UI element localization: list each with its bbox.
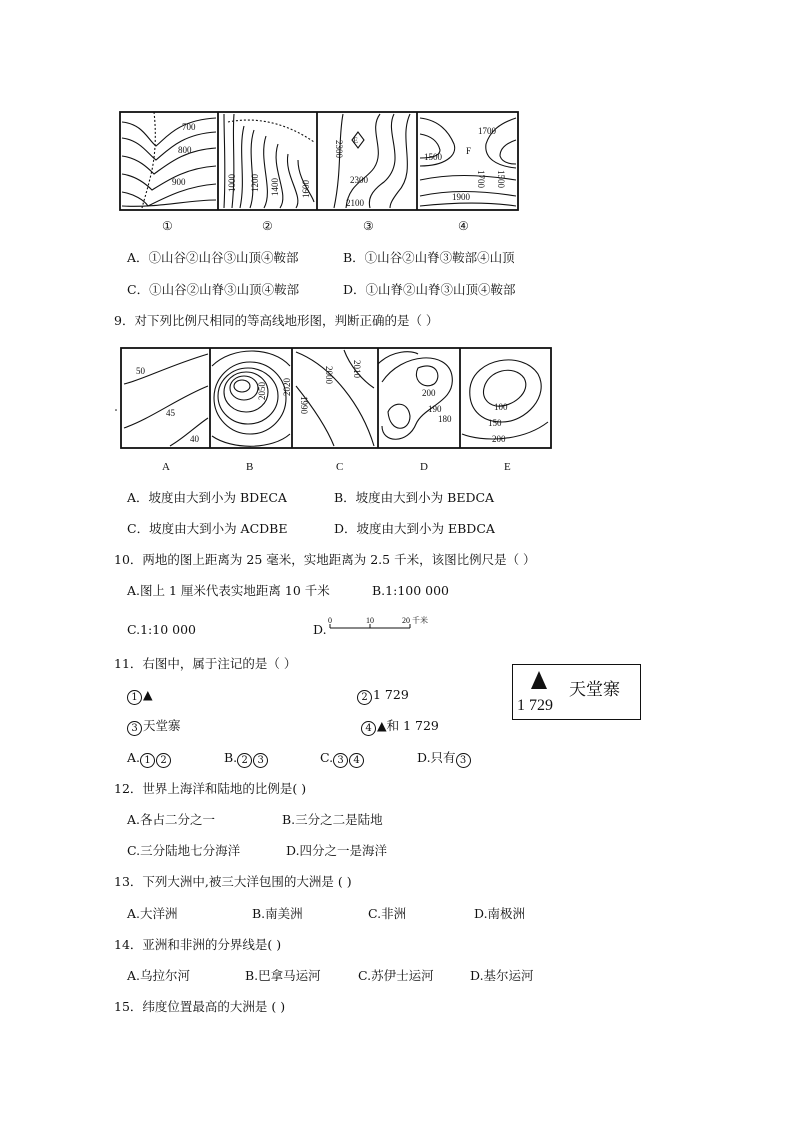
panel-4-label-1700-b: 1700: [476, 170, 486, 188]
panel-caption-4: ④: [458, 219, 469, 233]
legend-elevation: 1 729: [517, 697, 553, 714]
panel-3-label-2100: 2100: [346, 198, 364, 208]
panel-c-label-2010: 2010: [352, 360, 362, 378]
panel-caption-a: A: [162, 461, 170, 473]
panel-e-label-150: 150: [488, 418, 502, 428]
q11-option-b-label: B.: [224, 750, 238, 765]
scale-tick-20: 20: [402, 616, 410, 625]
q11-item-3: [127, 718, 181, 736]
q11-item-1-text: ▲: [143, 687, 153, 702]
q9-option-a[interactable]: A．坡度由大到小为 BDECA: [127, 490, 287, 505]
scale-unit: 千米: [412, 616, 428, 625]
q13-option-d[interactable]: D.南极洲: [474, 906, 526, 921]
panel-caption-3: ③: [363, 219, 374, 233]
q8-option-b[interactable]: B．①山谷②山脊③鞍部④山顶: [343, 250, 515, 265]
q11-option-b[interactable]: [224, 750, 269, 768]
q11-item-4-number: 4: [361, 721, 376, 736]
panel-4-label-1700-a: 1700: [478, 126, 496, 136]
q9-option-d[interactable]: D．坡度由大到小为 EBDCA: [334, 521, 495, 536]
q12-option-d[interactable]: D.四分之一是海洋: [286, 843, 388, 858]
panel-a-label-50: 50: [136, 366, 145, 376]
panel-1-label-900: 900: [172, 177, 186, 187]
q12-stem: 12．世界上海洋和陆地的比例是( ): [114, 781, 307, 796]
q10-stem: 10．两地的图上距离为 25 毫米，实地距离为 2.5 千米，该图比例尺是（ ）: [114, 552, 536, 567]
panel-d-contours: [378, 352, 452, 440]
panel-a-label-45: 45: [166, 408, 175, 418]
q12-option-c[interactable]: C.三分陆地七分海洋: [127, 843, 241, 858]
q11-option-c[interactable]: [320, 750, 365, 768]
contour-figure-2: [112, 346, 554, 474]
contour-figure-1: [118, 110, 520, 234]
q8-option-a[interactable]: A．①山谷②山谷③山顶④鞍部: [127, 250, 299, 265]
panel-1-label-800: 800: [178, 145, 192, 155]
panel-caption-d: D: [420, 461, 428, 473]
q11-item-1-number: 1: [127, 690, 142, 705]
panel-d-label-200: 200: [422, 388, 436, 398]
q8-option-c[interactable]: C．①山谷②山脊③山顶④鞍部: [127, 282, 300, 297]
panel-3-label-e: E: [353, 136, 358, 145]
q9-option-c[interactable]: C．坡度由大到小为 ACDBE: [127, 521, 288, 536]
q11-item-3-number: 3: [127, 721, 142, 736]
q11-item-4: [361, 718, 439, 736]
q10-option-c[interactable]: C.1:10 000: [127, 622, 196, 637]
q14-option-b[interactable]: B.巴拿马运河: [245, 968, 321, 983]
q11-option-d-label: D.只有: [417, 750, 456, 765]
q11-option-d-n1: 3: [456, 753, 471, 768]
panel-4-label-1500-b: 1500: [496, 170, 506, 188]
q11-option-a[interactable]: [127, 750, 172, 768]
panel-2-label-1400: 1400: [270, 178, 280, 196]
scale-tick-0: 0: [328, 616, 332, 625]
q10-option-b[interactable]: B.1:100 000: [372, 583, 450, 598]
q11-option-d[interactable]: [417, 750, 472, 768]
q9-option-b[interactable]: B．坡度由大到小为 BEDCA: [334, 490, 495, 505]
q11-option-c-n2: 4: [349, 753, 364, 768]
panel-e-label-100: 100: [494, 402, 508, 412]
q11-item-4-text: ▲和 1 729: [377, 718, 439, 733]
q11-item-3-text: 天堂寨: [143, 718, 181, 733]
panel-b-label-2050: 2050: [257, 382, 267, 400]
panel-caption-c: C: [336, 461, 344, 473]
panel-4-label-1900: 1900: [452, 192, 470, 202]
panel-caption-b: B: [246, 461, 254, 473]
scale-bar: [326, 614, 446, 636]
q12-option-b[interactable]: B.三分之二是陆地: [282, 812, 383, 827]
panel-d-label-190: 190: [428, 404, 442, 414]
q11-item-2-text: 1 729: [373, 687, 409, 702]
panel-3-contours: [334, 114, 410, 208]
q8-option-d[interactable]: D．①山脊②山脊③山顶④鞍部: [343, 282, 516, 297]
q11-option-b-n1: 2: [237, 753, 252, 768]
panel-3-label-2300-a: 2300: [334, 140, 344, 158]
q11-option-b-n2: 3: [253, 753, 268, 768]
q11-option-a-n1: 1: [140, 753, 155, 768]
q11-option-a-n2: 2: [156, 753, 171, 768]
panel-4-label-f: F: [466, 146, 472, 156]
panel-1-contours: [122, 112, 216, 208]
q11-option-c-n1: 3: [333, 753, 348, 768]
q11-item-1: [127, 687, 153, 705]
panel-b-contours: [212, 351, 290, 446]
q11-stem: 11．右图中，属于注记的是（ ）: [114, 656, 297, 671]
q11-item-2: [357, 687, 409, 705]
q12-option-a[interactable]: A.各占二分之一: [127, 812, 216, 827]
panel-4-label-1500-a: 1500: [424, 152, 442, 162]
scale-tick-10: 10: [366, 616, 374, 625]
panel-caption-1: ①: [162, 219, 173, 233]
panel-d-label-180: 180: [438, 414, 452, 424]
panel-1-label-700: 700: [182, 122, 196, 132]
peak-triangle-icon: [531, 671, 547, 689]
q10-option-d[interactable]: D.: [313, 622, 327, 637]
panel-caption-e: E: [504, 461, 511, 473]
q13-stem: 13．下列大洲中,被三大洋包围的大洲是 ( ): [114, 874, 352, 889]
panel-2-label-1000: 1000: [227, 174, 237, 192]
legend-place-name: 天堂寨: [569, 680, 620, 700]
panel-e-label-200: 200: [492, 434, 506, 444]
q15-stem: 15．纬度位置最高的大洲是 ( ): [114, 999, 286, 1014]
q13-option-a[interactable]: A.大洋洲: [127, 906, 178, 921]
q13-option-b[interactable]: B.南美洲: [252, 906, 303, 921]
panel-caption-2: ②: [262, 219, 273, 233]
panel-c-label-1990: 1990: [299, 396, 309, 414]
q14-option-a[interactable]: A.乌拉尔河: [127, 968, 191, 983]
panel-e-contours: [462, 360, 548, 439]
panel-c-label-2000: 2000: [324, 366, 334, 384]
q11-option-a-label: A.: [127, 750, 141, 765]
q10-option-a[interactable]: A.图上 1 厘米代表实地距离 10 千米: [127, 583, 330, 598]
map-legend-box: [512, 664, 641, 720]
q11-option-c-label: C.: [320, 750, 334, 765]
panel-3-label-2300-b: 2300: [350, 175, 368, 185]
q14-option-d[interactable]: D.基尔运河: [470, 968, 534, 983]
q11-item-2-number: 2: [357, 690, 372, 705]
panel-2-label-1600: 1600: [301, 180, 311, 198]
q9-stem: 9．对下列比例尺相同的等高线地形图，判断正确的是（ ）: [114, 313, 439, 328]
q13-option-c[interactable]: C.非洲: [368, 906, 407, 921]
panel-2-label-1200: 1200: [250, 174, 260, 192]
q14-stem: 14．亚洲和非洲的分界线是( ): [114, 937, 282, 952]
panel-b-label-2020: 2020: [282, 378, 292, 396]
q14-option-c[interactable]: C.苏伊士运河: [358, 968, 434, 983]
panel-a-label-40: 40: [190, 434, 199, 444]
